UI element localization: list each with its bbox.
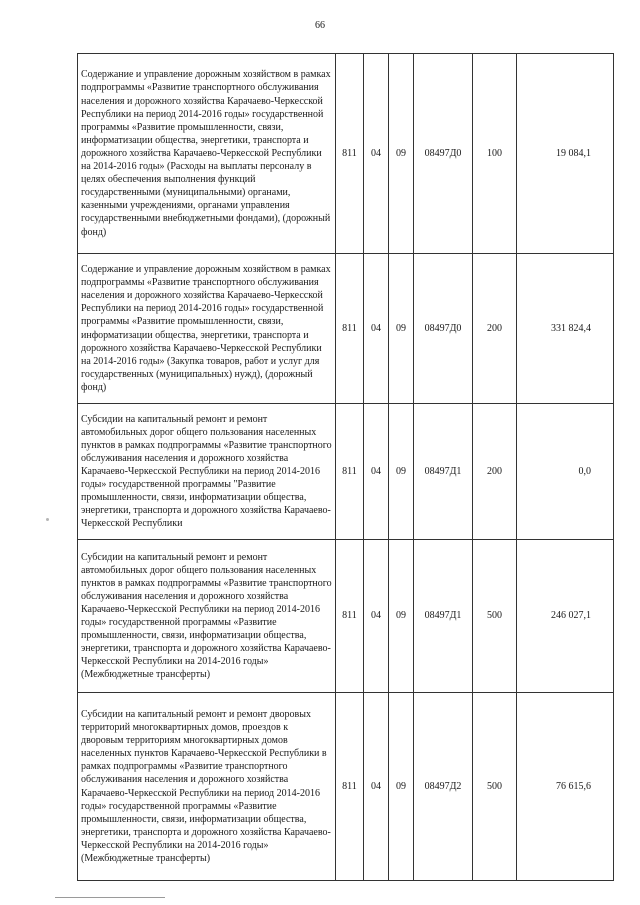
target-article-code: 08497Д0 xyxy=(414,254,473,404)
target-article-code: 08497Д2 xyxy=(414,693,473,881)
subsection-code: 09 xyxy=(389,693,414,881)
table-row xyxy=(78,254,614,404)
section-code: 04 xyxy=(364,54,389,254)
expense-type-code: 500 xyxy=(473,540,517,693)
ministry-code: 811 xyxy=(336,693,364,881)
amount: 19 084,1 xyxy=(517,54,614,254)
expense-type-code: 500 xyxy=(473,693,517,881)
expense-type-code: 200 xyxy=(473,404,517,540)
expense-type-code: 100 xyxy=(473,54,517,254)
page-number: 66 xyxy=(315,20,325,31)
subsection-code: 09 xyxy=(389,540,414,693)
amount: 331 824,4 xyxy=(517,254,614,404)
table-row xyxy=(78,540,614,693)
budget-table xyxy=(77,53,614,881)
table-row xyxy=(78,404,614,540)
target-article-code: 08497Д1 xyxy=(414,540,473,693)
row-description: Субсидии на капитальный ремонт и ремонт дворовых территорий многоквартирных домов, проездов к дворовым территориям многоквартирных домов населенных пунктов Карачаево-Черкесской Республики в рамках подпрограммы «Развитие транспортного обслуживания населения и дорожного хозяйства Карачаево-Черкесской Республики на период 2014-2016 годы» государственной программы «Развитие промышленности, связи, информатизации общества, энергетики, транспорта и дорожного хозяйства Карачаево-Черкесской Республики на 2014-2016 годы» (Межбюджетные трансферты) xyxy=(78,693,336,881)
target-article-code: 08497Д1 xyxy=(414,404,473,540)
section-code: 04 xyxy=(364,693,389,881)
amount: 76 615,6 xyxy=(517,693,614,881)
section-code: 04 xyxy=(364,404,389,540)
amount: 0,0 xyxy=(517,404,614,540)
row-description: Субсидии на капитальный ремонт и ремонт автомобильных дорог общего пользования населенных пунктов в рамках подпрограммы «Развитие транспортного обслуживания населения и дорожного хозяйства Карачаево-Черкесской Республики на период 2014-2016 годы» государственной программы "Развитие промышленности, связи, информатизации общества, энергетики, транспорта и дорожного хозяйства Карачаево-Черкесской Республики xyxy=(78,404,336,540)
row-description: Содержание и управление дорожным хозяйством в рамках подпрограммы «Развитие транспортного обслуживания населения и дорожного хозяйства Карачаево-Черкесской Республики на период 2014-2016 годы» государственной программы «Развитие промышленности, связи, информатизации общества, энергетики, транспорта и дорожного хозяйства Карачаево-Черкесской Республики на 2014-2016 годы» (Расходы на выплаты персоналу в целях обеспечения выполнения функций государственными (муниципальными) органами, казенными учреждениями, органами управления государственными внебюджетными фондами), (дорожный фонд) xyxy=(78,54,336,254)
ministry-code: 811 xyxy=(336,404,364,540)
subsection-code: 09 xyxy=(389,404,414,540)
row-description: Содержание и управление дорожным хозяйством в рамках подпрограммы «Развитие транспортного обслуживания населения и дорожного хозяйства Карачаево-Черкесской Республики на период 2014-2016 годы» государственной программы «Развитие промышленности, связи, информатизации общества, энергетики, транспорта и дорожного хозяйства Карачаево-Черкесской Республики на 2014-2016 годы» (Закупка товаров, работ и услуг для государственных (муниципальных) нужд), (дорожный фонд) xyxy=(78,254,336,404)
section-code: 04 xyxy=(364,254,389,404)
scan-artifact-dot xyxy=(46,518,49,521)
row-description: Субсидии на капитальный ремонт и ремонт автомобильных дорог общего пользования населенных пунктов в рамках подпрограммы «Развитие транспортного обслуживания населения и дорожного хозяйства Карачаево-Черкесской Республики на период 2014-2016 годы» государственной программы «Развитие промышленности, связи, информатизации общества, энергетики, транспорта и дорожного хозяйства Карачаево-Черкесской Республики на 2014-2016 годы» (Межбюджетные трансферты) xyxy=(78,540,336,693)
bottom-rule-fragment xyxy=(55,897,165,898)
expense-type-code: 200 xyxy=(473,254,517,404)
ministry-code: 811 xyxy=(336,254,364,404)
table-row xyxy=(78,693,614,881)
target-article-code: 08497Д0 xyxy=(414,54,473,254)
subsection-code: 09 xyxy=(389,54,414,254)
subsection-code: 09 xyxy=(389,254,414,404)
table-row xyxy=(78,54,614,254)
ministry-code: 811 xyxy=(336,54,364,254)
ministry-code: 811 xyxy=(336,540,364,693)
amount: 246 027,1 xyxy=(517,540,614,693)
section-code: 04 xyxy=(364,540,389,693)
